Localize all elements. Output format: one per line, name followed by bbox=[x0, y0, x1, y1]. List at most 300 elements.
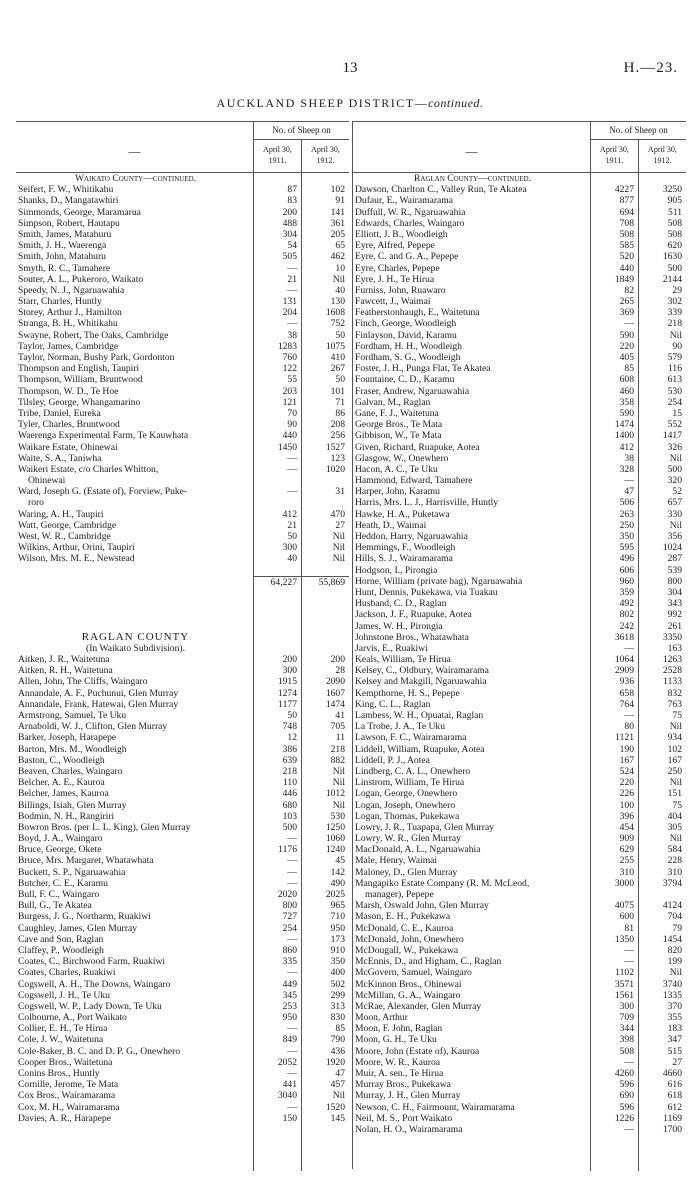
sheep-1911: — bbox=[287, 866, 297, 878]
sheep-1912: 326 bbox=[667, 441, 682, 453]
owner-name bbox=[16, 565, 253, 576]
table-row bbox=[353, 251, 686, 262]
table-row bbox=[16, 497, 349, 508]
owner-name: Lawson, F. C., Wairamarama bbox=[355, 732, 467, 744]
table-row bbox=[353, 855, 686, 866]
table-row bbox=[353, 911, 686, 922]
table-row bbox=[16, 766, 349, 777]
owner-name: Fawcett, J., Waimai bbox=[355, 296, 431, 308]
owner-name: Lowry, W. R., Glen Murray bbox=[355, 833, 461, 845]
table-row bbox=[353, 475, 686, 486]
sheep-1912: 250 bbox=[667, 765, 682, 777]
sheep-1911: 585 bbox=[619, 240, 634, 252]
owner-name: Furniss, John, Ruawaro bbox=[355, 284, 446, 296]
sheep-1911: — bbox=[624, 710, 634, 721]
owner-name: Cornille, Jerome, Te Mata bbox=[18, 1079, 119, 1091]
table-row bbox=[353, 240, 686, 251]
table-row bbox=[16, 1023, 349, 1034]
table-row bbox=[16, 509, 349, 520]
owner-name: Coates, C., Birchwood Farm, Ruakiwi bbox=[18, 956, 166, 968]
table-row bbox=[353, 565, 686, 576]
table-row bbox=[353, 408, 686, 419]
sheep-1912: 256 bbox=[330, 430, 345, 442]
sheep-1912: Nil bbox=[332, 553, 345, 565]
sheep-1911: 506 bbox=[619, 497, 634, 509]
sheep-1912: 123 bbox=[330, 452, 345, 464]
sheep-1912: 1133 bbox=[663, 676, 682, 688]
owner-name: Eyre, Alfred, Pepepe bbox=[355, 240, 435, 252]
table-row bbox=[16, 520, 349, 531]
sheep-1911: 167 bbox=[619, 754, 634, 766]
sheep-1911: 300 bbox=[282, 665, 297, 677]
table-row bbox=[353, 430, 686, 441]
table-row bbox=[353, 956, 686, 967]
sheep-1912: 200 bbox=[330, 654, 345, 666]
sheep-1911: 488 bbox=[282, 217, 297, 229]
owner-name bbox=[16, 576, 253, 587]
owner-name: Caughley, James, Glen Murray bbox=[18, 922, 138, 934]
sheep-1911: — bbox=[624, 944, 634, 956]
owner-name: Starr, Charles, Huntly bbox=[18, 296, 102, 308]
table-row bbox=[353, 867, 686, 878]
table-row bbox=[353, 229, 686, 240]
sheep-1912: 370 bbox=[667, 1000, 682, 1012]
table-row bbox=[353, 218, 686, 229]
table-row bbox=[16, 430, 349, 441]
sheep-1911: 1176 bbox=[278, 844, 297, 856]
sheep-1912: 579 bbox=[667, 352, 682, 363]
table-row bbox=[353, 777, 686, 788]
sheep-1911: 694 bbox=[619, 206, 634, 218]
owner-name: Johnstone Bros., Whatawhata bbox=[355, 631, 469, 643]
sheep-1911: 310 bbox=[619, 866, 634, 878]
sheep-1912: 618 bbox=[667, 1090, 682, 1102]
table-row bbox=[353, 1057, 686, 1068]
sheep-1912: 10 bbox=[335, 262, 345, 274]
sheep-1912 bbox=[301, 632, 349, 643]
sheep-1912: 530 bbox=[667, 385, 682, 397]
sheep-1912: 992 bbox=[667, 609, 682, 621]
sheep-1911: 1283 bbox=[277, 340, 297, 352]
sheep-1912: 261 bbox=[667, 620, 682, 632]
sheep-1911: 4260 bbox=[614, 1068, 634, 1079]
section-label: Raglan County—continued. bbox=[413, 173, 531, 184]
owner-name: Ohinewai bbox=[28, 475, 66, 487]
table-row bbox=[16, 565, 349, 576]
table-row bbox=[16, 184, 349, 195]
owner-name: Marsh, Oswald John, Glen Murray bbox=[355, 900, 489, 912]
sheep-1911: 520 bbox=[619, 251, 634, 263]
table-row bbox=[16, 1046, 349, 1057]
sheep-1911: 21 bbox=[287, 273, 297, 285]
sheep-1911: 524 bbox=[619, 765, 634, 777]
owner-name: Husband, C. D., Raglan bbox=[355, 598, 447, 610]
sheep-1911: 4227 bbox=[614, 184, 634, 196]
owner-name: Buckett, S. P., Ngaruawahia bbox=[18, 866, 126, 878]
owner-name: Taylor, Norman, Bushy Park, Gordonton bbox=[18, 352, 175, 363]
table-row bbox=[353, 676, 686, 687]
table-row bbox=[16, 923, 349, 934]
sheep-1911: 690 bbox=[619, 1090, 634, 1102]
sheep-1912: 965 bbox=[330, 900, 345, 912]
table-row bbox=[16, 352, 349, 363]
sheep-1911: 386 bbox=[282, 743, 297, 755]
sheep-1911: 449 bbox=[282, 978, 297, 990]
sheep-1911: 47 bbox=[624, 486, 634, 498]
sheep-1911: 304 bbox=[282, 228, 297, 240]
sheep-1911: 263 bbox=[619, 508, 634, 520]
owner-name: Moon, Arthur bbox=[355, 1012, 408, 1024]
sheep-1912: 1169 bbox=[663, 1112, 682, 1124]
sheep-1912: 27 bbox=[335, 519, 345, 531]
owner-name: Bowron Bros. (per L. L. King), Glen Murray bbox=[18, 821, 191, 833]
table-row bbox=[353, 386, 686, 397]
owner-name: Hawke, H. A., Puketawa bbox=[355, 508, 450, 520]
sheep-1911: 55 bbox=[287, 374, 297, 386]
owner-name: Muir, A. sen., Te Hirua bbox=[355, 1068, 444, 1079]
owner-name: Billings, Isiah, Glen Murray bbox=[18, 799, 127, 811]
sheep-1911: 4075 bbox=[614, 900, 634, 912]
sheep-1912: 347 bbox=[667, 1034, 682, 1046]
sheep-1911: 3618 bbox=[614, 631, 634, 643]
owner-name: Mason, E. H., Pukekawa bbox=[355, 911, 451, 923]
sheep-1912: 116 bbox=[667, 363, 682, 375]
table-row bbox=[16, 956, 349, 967]
sheep-1911: 255 bbox=[619, 855, 634, 867]
owner-name: Lowry, J. R., Tuapapa, Glen Murray bbox=[355, 821, 495, 833]
sheep-1911: 500 bbox=[282, 821, 297, 833]
table-row bbox=[16, 732, 349, 743]
owner-name: Storey, Arthur J., Hamilton bbox=[18, 307, 122, 319]
table-row bbox=[353, 1023, 686, 1034]
owner-name: Simpson, Robert, Hautapu bbox=[18, 217, 120, 229]
table-row bbox=[353, 699, 686, 710]
table-row bbox=[353, 744, 686, 755]
sheep-1911: — bbox=[287, 933, 297, 945]
table-row bbox=[16, 710, 349, 721]
owner-name: Finlayson, David, Karamu bbox=[355, 329, 457, 341]
sheep-1911 bbox=[253, 587, 301, 598]
table-row bbox=[353, 1046, 686, 1057]
owner-name: Cooper Bros., Waitetuna bbox=[18, 1056, 113, 1068]
sheep-1911: 344 bbox=[619, 1023, 634, 1035]
left-table-body bbox=[16, 173, 349, 1171]
sheep-1912: 436 bbox=[330, 1045, 345, 1057]
owner-name: Hodgson, I., Pirongia bbox=[355, 564, 438, 576]
sheep-1911: 3040 bbox=[277, 1090, 297, 1102]
table-row bbox=[353, 934, 686, 945]
owner-name: Thompson, W. D., Te Hoe bbox=[18, 385, 119, 397]
sheep-1912: 91 bbox=[335, 195, 345, 207]
table-row bbox=[353, 1090, 686, 1101]
sheep-1911: 1400 bbox=[614, 430, 634, 442]
table-row bbox=[16, 1012, 349, 1023]
sheep-1912: 167 bbox=[667, 754, 682, 766]
owner-name: Burgess, J. G., Northarm, Ruakiwi bbox=[18, 911, 151, 923]
table-row bbox=[353, 643, 686, 654]
left-table-header bbox=[16, 121, 349, 173]
owner-name: Maloney, D., Glen Murray bbox=[355, 866, 458, 878]
header-dash: — bbox=[465, 144, 478, 158]
sheep-1911: 600 bbox=[619, 911, 634, 923]
sheep-1912: 1608 bbox=[325, 307, 345, 319]
owner-name: Fraser, Andrew, Ngaruawahia bbox=[355, 385, 470, 397]
owner-name: Murray Bros., Pukekawa bbox=[355, 1079, 451, 1091]
owner-name: Allen, John, The Cliffs, Waingaro bbox=[18, 676, 148, 688]
page-title bbox=[0, 96, 700, 111]
sheep-1912: 79 bbox=[672, 922, 682, 934]
table-row bbox=[16, 777, 349, 788]
sheep-1911: 860 bbox=[282, 944, 297, 956]
sheep-1912: 102 bbox=[330, 184, 345, 196]
owner-name: Duffull, W. R., Ngaruawahia bbox=[355, 206, 466, 218]
owner-name: Tribe, Daniel, Eureka bbox=[18, 407, 101, 419]
owner-name: Waite, S. A., Taniwha bbox=[18, 452, 102, 464]
owner-name bbox=[16, 609, 253, 620]
sheep-1912: Nil bbox=[332, 273, 345, 285]
section-heading bbox=[353, 173, 686, 184]
owner-name: Thompson, William, Bruntwood bbox=[18, 374, 143, 386]
sheep-1911: 936 bbox=[619, 676, 634, 688]
table-row bbox=[16, 386, 349, 397]
sheep-1911: — bbox=[287, 877, 297, 889]
sheep-1912: 4124 bbox=[662, 900, 682, 912]
sheep-1912: 705 bbox=[330, 721, 345, 733]
header-col-1912: April 30, 1912. bbox=[638, 140, 686, 172]
owner-name: Keals, William, Te Hirua bbox=[355, 654, 451, 666]
sheep-1912: 302 bbox=[667, 296, 682, 308]
sheep-1911: — bbox=[287, 1101, 297, 1113]
sheep-1912: 141 bbox=[330, 206, 345, 218]
table-row bbox=[353, 822, 686, 833]
sheep-1911: 83 bbox=[287, 195, 297, 207]
owner-name: Finch, George, Woodleigh bbox=[355, 318, 457, 330]
sheep-1912: 2528 bbox=[662, 665, 682, 677]
owner-name: Cave and Son, Raglan bbox=[18, 933, 104, 945]
sheep-1912: 457 bbox=[330, 1079, 345, 1091]
left-column bbox=[16, 121, 349, 1169]
sheep-1912: 310 bbox=[667, 866, 682, 878]
table-row bbox=[16, 889, 349, 900]
table-row bbox=[16, 676, 349, 687]
owner-name: Neil, M. S., Port Waikato bbox=[355, 1112, 453, 1124]
sheep-1912: 470 bbox=[330, 508, 345, 520]
section-heading bbox=[16, 643, 349, 654]
table-row bbox=[353, 1102, 686, 1113]
owner-name: Logan, Thomas, Pukekawa bbox=[355, 810, 460, 822]
sheep-1912: 2144 bbox=[662, 273, 682, 285]
owner-name: Harris, Mrs. L. J., Harrisville, Huntly bbox=[355, 497, 499, 509]
owner-name: Cogswell, W. P., Lady Down, Te Uku bbox=[18, 1000, 162, 1012]
sheep-1911: 496 bbox=[619, 553, 634, 565]
owner-name: Smith, J. H., Waerenga bbox=[18, 240, 107, 252]
sheep-1912: 790 bbox=[330, 1034, 345, 1046]
sheep-1911: 226 bbox=[619, 788, 634, 800]
sheep-1911: 200 bbox=[282, 206, 297, 218]
sheep-1911: — bbox=[624, 956, 634, 968]
sheep-1912 bbox=[301, 565, 349, 576]
owner-name: Coates, Charles, Ruakiwi bbox=[18, 967, 116, 979]
table-row bbox=[353, 397, 686, 408]
header-col-1911: April 30, 1911. bbox=[590, 140, 638, 172]
owner-name: Annandale, Frank, Hatewai, Glen Murray bbox=[18, 698, 179, 710]
table-row bbox=[16, 688, 349, 699]
sheep-1911: 658 bbox=[619, 687, 634, 699]
table-row bbox=[16, 531, 349, 542]
sheep-1911: 328 bbox=[619, 463, 634, 475]
table-row bbox=[353, 665, 686, 676]
sheep-1912: 1263 bbox=[662, 654, 682, 666]
sheep-1912 bbox=[301, 598, 349, 609]
sheep-1911: 103 bbox=[282, 810, 297, 822]
owner-name: Fordham, S. G., Woodleigh bbox=[355, 352, 461, 363]
sheep-1912: 508 bbox=[667, 217, 682, 229]
owner-name: Hacon, A. C., Te Uku bbox=[355, 463, 438, 475]
table-row bbox=[16, 1090, 349, 1101]
table-row bbox=[353, 531, 686, 542]
sheep-1912: 163 bbox=[667, 642, 682, 654]
owner-name: Jackson, J. F., Ruapuke, Aotea bbox=[355, 609, 472, 621]
table-row bbox=[16, 609, 349, 620]
table-row bbox=[16, 240, 349, 251]
sheep-1912: 4660 bbox=[662, 1068, 682, 1079]
total-row bbox=[16, 576, 349, 587]
owner-name: Thompson and English, Taupiri bbox=[18, 363, 140, 375]
sheep-1912: 613 bbox=[667, 374, 682, 386]
owner-name: Cogswell, J. H., Te Uku bbox=[18, 989, 110, 1001]
sheep-1911: 87 bbox=[287, 184, 297, 196]
document-reference: H.—23. bbox=[623, 60, 678, 76]
table-row bbox=[16, 330, 349, 341]
sheep-1911: 350 bbox=[619, 531, 634, 542]
sheep-1912: 410 bbox=[330, 352, 345, 363]
owner-name: Waikeri Estate, c/o Charles Whitton, bbox=[18, 463, 159, 475]
sheep-1911: 950 bbox=[282, 1012, 297, 1024]
sheep-1912: 330 bbox=[667, 508, 682, 520]
sheep-1912: 1335 bbox=[662, 989, 682, 1001]
table-row bbox=[16, 307, 349, 318]
sheep-1912: 3740 bbox=[662, 978, 682, 990]
sheep-1911: — bbox=[287, 833, 297, 845]
sheep-1912: 552 bbox=[667, 419, 682, 431]
right-column bbox=[352, 121, 686, 1169]
table-row bbox=[16, 296, 349, 307]
table-row bbox=[353, 374, 686, 385]
sheep-1912: 355 bbox=[667, 1012, 682, 1024]
sheep-1911: 639 bbox=[282, 754, 297, 766]
sheep-1911: 3571 bbox=[614, 978, 634, 990]
sheep-1911: 218 bbox=[282, 765, 297, 777]
sheep-1911: — bbox=[287, 1045, 297, 1057]
sheep-1912: 208 bbox=[330, 419, 345, 431]
owner-name: James, W. H., Pirongia bbox=[355, 620, 443, 632]
sheep-1911: 150 bbox=[282, 1112, 297, 1124]
owner-name bbox=[353, 173, 590, 184]
table-row bbox=[353, 1079, 686, 1090]
sheep-1912: 2090 bbox=[325, 676, 345, 688]
sheep-1911: 369 bbox=[619, 307, 634, 319]
table-row bbox=[353, 800, 686, 811]
sheep-1912: 710 bbox=[330, 911, 345, 923]
table-row bbox=[16, 654, 349, 665]
sheep-1911: 80 bbox=[624, 721, 634, 733]
table-row bbox=[353, 318, 686, 329]
sheep-1912: 151 bbox=[667, 788, 682, 800]
table-row bbox=[353, 542, 686, 553]
sheep-1912: 287 bbox=[667, 553, 682, 565]
owner-name: Aitken, J. R., Waitetuna bbox=[18, 654, 110, 666]
sheep-1911: 204 bbox=[282, 307, 297, 319]
table-row bbox=[353, 598, 686, 609]
sheep-1912: 1607 bbox=[325, 687, 345, 699]
sheep-1912: 3350 bbox=[662, 631, 682, 643]
sheep-1912: 1240 bbox=[325, 844, 345, 856]
table-row bbox=[353, 263, 686, 274]
owner-name: McEnnis, D., and Higham, C., Raglan bbox=[355, 956, 502, 968]
sheep-1912: 1630 bbox=[662, 251, 682, 263]
sheep-1912: 539 bbox=[667, 564, 682, 576]
owner-name: Dawson, Charlton C., Valley Run, Te Akatea bbox=[355, 184, 527, 196]
sheep-1911: 960 bbox=[619, 575, 634, 587]
table-row bbox=[16, 945, 349, 956]
table-row bbox=[16, 598, 349, 609]
sheep-1912: 50 bbox=[335, 374, 345, 386]
sheep-1911: — bbox=[624, 642, 634, 654]
owner-name: McDonald, John, Onewhero bbox=[355, 933, 464, 945]
owner-name: George Bros., Te Mata bbox=[355, 419, 443, 431]
sheep-1911: 203 bbox=[282, 385, 297, 397]
sheep-1912: 90 bbox=[672, 340, 682, 352]
sheep-1911: 454 bbox=[619, 821, 634, 833]
sheep-1912: 657 bbox=[667, 497, 682, 509]
table-row bbox=[353, 688, 686, 699]
sheep-1912: 173 bbox=[330, 933, 345, 945]
owner-name: Belcher, James, Kauroa bbox=[18, 788, 109, 800]
sheep-1912: 47 bbox=[335, 1068, 345, 1079]
table-row bbox=[16, 900, 349, 911]
owner-name: Barker, Joseph, Harapepe bbox=[18, 732, 117, 744]
sheep-1912: 2025 bbox=[325, 889, 345, 900]
sheep-1912: 1024 bbox=[662, 542, 682, 554]
owner-name: Ward, Joseph G. (Estate of), Forview, Puke- bbox=[18, 486, 188, 498]
owner-name: Watt, George, Cambridge bbox=[18, 519, 117, 531]
sheep-1911: 606 bbox=[619, 564, 634, 576]
owner-name: Simmonds, George, Maramarua bbox=[18, 206, 141, 218]
sheep-1911: — bbox=[624, 1056, 634, 1068]
owner-name: McMillan, G. A., Waingaro bbox=[355, 989, 461, 1001]
table-row bbox=[16, 744, 349, 755]
sheep-1912: 882 bbox=[330, 754, 345, 766]
owner-name: Waring, A. H., Taupiri bbox=[18, 508, 104, 520]
owner-name: Taylor, James, Cambridge bbox=[18, 340, 119, 352]
table-row bbox=[353, 587, 686, 598]
sheep-1912: 1454 bbox=[662, 933, 682, 945]
sheep-1912: Nil bbox=[332, 1090, 345, 1102]
owner-name: Cole, J. W., Waitetuna bbox=[18, 1034, 104, 1046]
sheep-1912: 616 bbox=[667, 1079, 682, 1091]
sheep-1912: 830 bbox=[330, 1012, 345, 1024]
owner-name bbox=[16, 598, 253, 609]
table-row bbox=[16, 800, 349, 811]
table-row bbox=[353, 1034, 686, 1045]
table-row bbox=[16, 475, 349, 486]
sheep-1912: 11 bbox=[335, 732, 345, 744]
table-row bbox=[16, 967, 349, 978]
sheep-1911: 220 bbox=[619, 340, 634, 352]
owner-name: Moon, G. H., Te Uku bbox=[355, 1034, 437, 1046]
table-row bbox=[16, 833, 349, 844]
sheep-1912: 65 bbox=[335, 240, 345, 252]
